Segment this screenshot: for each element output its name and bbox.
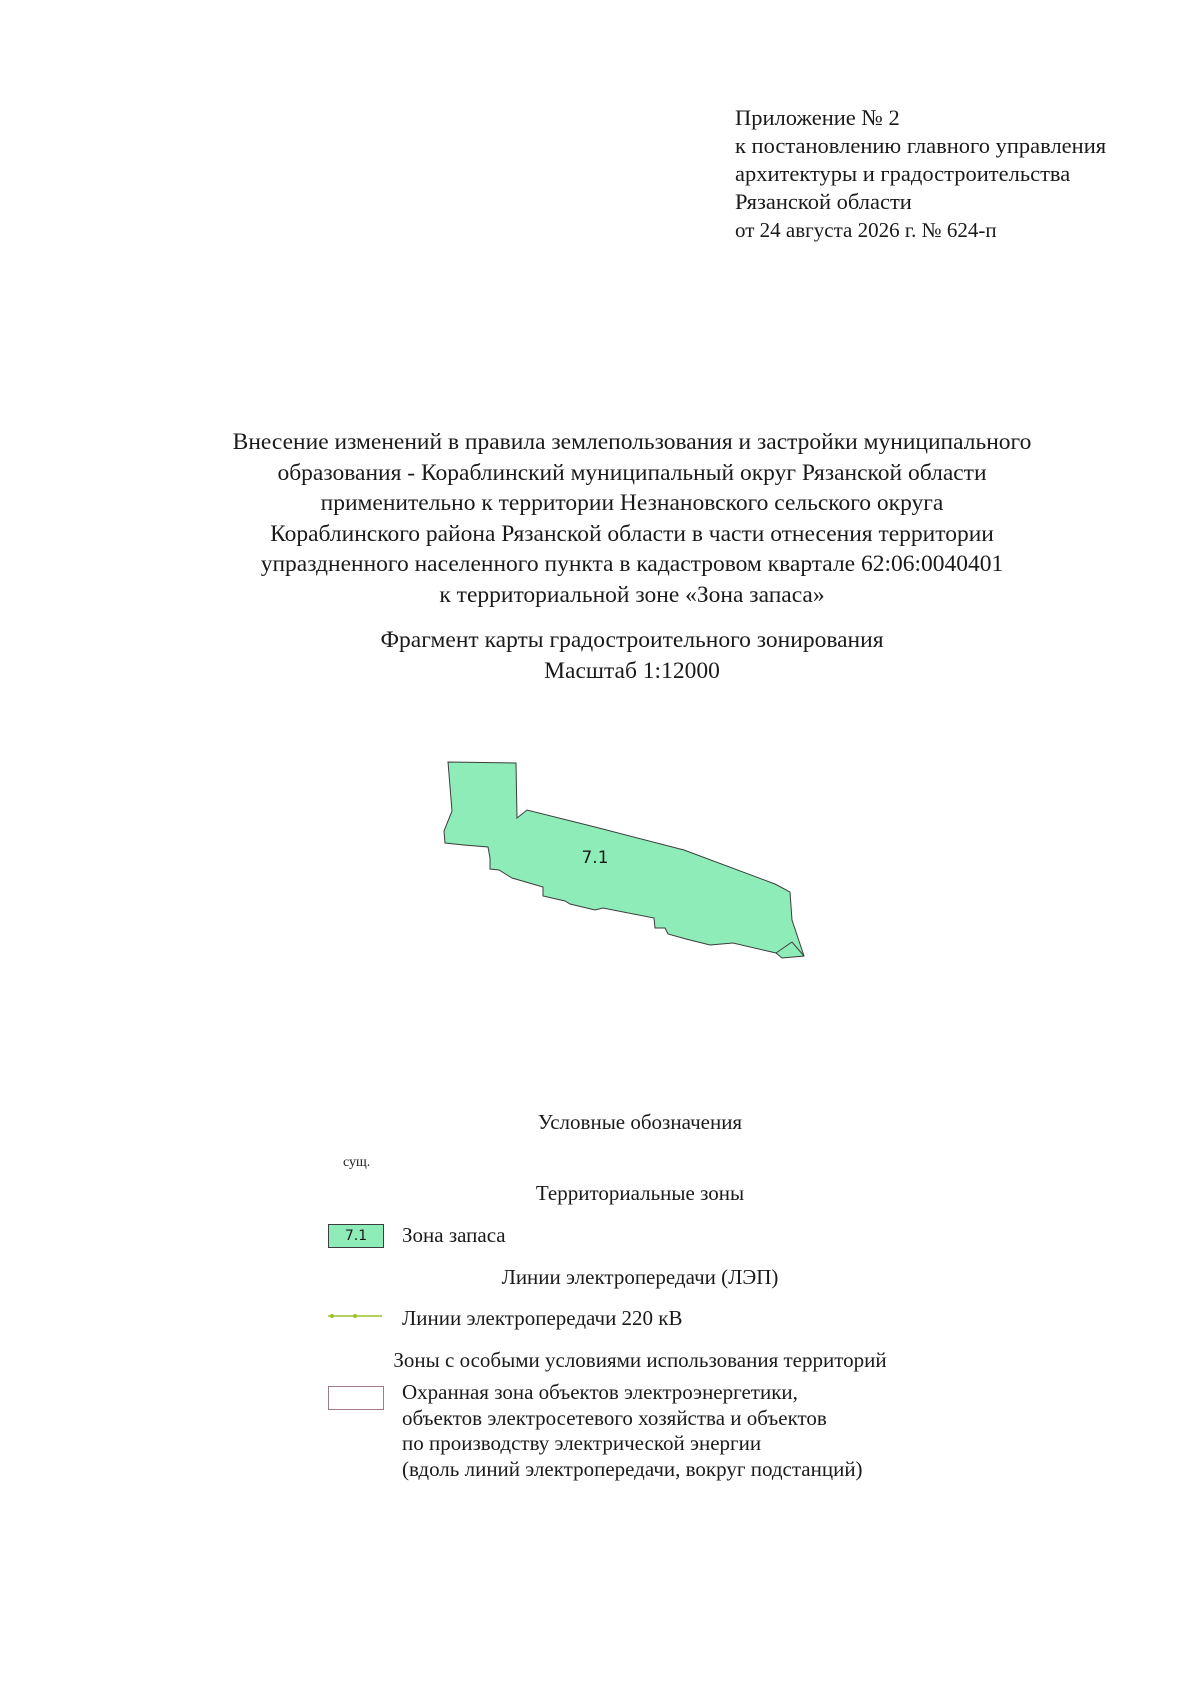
legend-existing-note: сущ. (343, 1155, 371, 1170)
title-line: Внесение изменений в правила землепользования и застройки муниципального (232, 429, 1032, 455)
lep-name: Линии электропередачи 220 кВ (402, 1306, 683, 1330)
appendix-line: Рязанской области (735, 189, 912, 214)
map-fragment-caption: Фрагмент карты градостроительного зонирования (380, 627, 884, 653)
legend-special-heading: Зоны с особыми условиями использования территорий (393, 1348, 887, 1372)
legend-territorial-heading: Территориальные зоны (535, 1181, 745, 1205)
appendix-line: к постановлению главного управления (735, 133, 1107, 158)
zone-name: Зона запаса (402, 1223, 506, 1247)
legend-title: Условные обозначения (537, 1110, 743, 1134)
appendix-date: от 24 августа 2026 г. № 624-п (735, 218, 997, 242)
title-line: к территориальной зоне «Зона запаса» (439, 581, 825, 608)
protection-zone-swatch (328, 1386, 384, 1410)
protection-line: объектов электросетевого хозяйства и объектов (402, 1405, 827, 1430)
zone-polygon[interactable] (444, 762, 804, 958)
protection-line: по производству электрической энергии (402, 1431, 762, 1455)
appendix-block (735, 104, 1106, 244)
title-line: Кораблинского района Рязанской области в части отнесения территории (270, 520, 994, 547)
document-title (0, 427, 1200, 610)
legend-lep-heading: Линии электропередачи (ЛЭП) (501, 1265, 779, 1289)
map-subtitle (0, 625, 1200, 686)
appendix-line: Приложение № 2 (735, 105, 900, 130)
protection-line: (вдоль линий электропередачи, вокруг подстанций) (402, 1456, 863, 1481)
zone-swatch: 7.1 (328, 1224, 384, 1248)
title-line: упраздненного населенного пункта в кадастровом квартале 62:06:0040401 (260, 551, 1004, 577)
title-line: образования - Кораблинский муниципальный округ Рязанской области (277, 459, 987, 486)
power-line-icon (326, 1306, 384, 1326)
protection-zone-description (402, 1380, 863, 1482)
map-scale: Масштаб 1:12000 (544, 657, 720, 684)
protection-line: Охранная зона объектов электроэнергетики, (402, 1380, 798, 1404)
zone-label: 7.1 (581, 848, 609, 868)
zoning-map (440, 760, 840, 1000)
title-line: применительно к территории Незнановского сельского округа (320, 490, 944, 516)
appendix-line: архитектуры и градостроительства (735, 161, 1071, 186)
